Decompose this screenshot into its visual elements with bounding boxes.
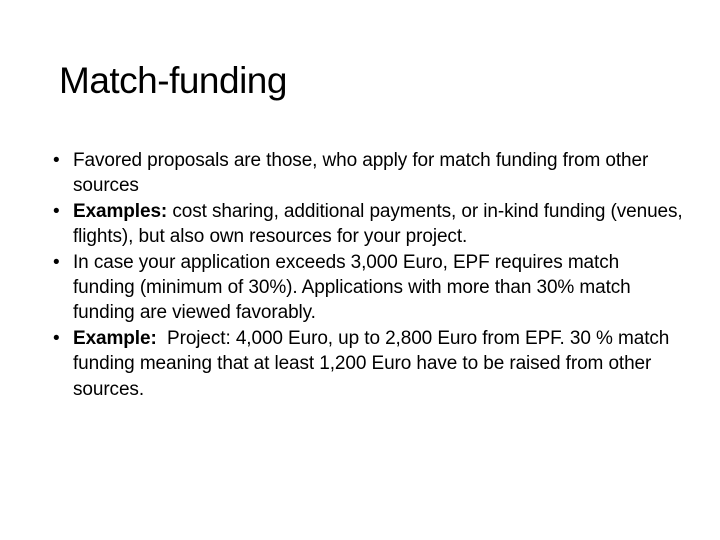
bullet-marker: • [53,150,60,171]
bullet-text [73,148,683,199]
bullet-text [73,326,683,402]
bullet-body: cost sharing, additional payments, or in-kind funding (venues, flights), but also own resources for your project. [73,200,683,248]
bullet-list [53,148,683,402]
bullet-body: In case your application exceeds 3,000 Euro, EPF requires match funding (minimum of 30%). Applications with more than 30% match funding are viewed favorably. [73,251,631,324]
bullet-lead: Examples: [73,200,168,222]
slide-title: Match-funding [59,60,287,101]
bullet-lead: Example: [73,327,157,349]
bullet-marker: • [53,200,60,222]
bullet-text [73,250,683,326]
bullet-item-2 [53,199,683,250]
bullet-marker: • [53,251,60,273]
bullet-marker: • [53,327,60,349]
bullet-item-4 [53,326,683,402]
bullet-text [73,199,683,250]
bullet-item-1 [53,148,683,199]
bullet-item-3 [53,250,683,326]
bullet-body: Project: 4,000 Euro, up to 2,800 Euro from EPF. 30 % match funding meaning that at least 1,200 Euro have to be raised from other sources. [73,327,675,400]
bullet-body: Favored proposals are those, who apply for match funding from other sources [73,150,649,197]
